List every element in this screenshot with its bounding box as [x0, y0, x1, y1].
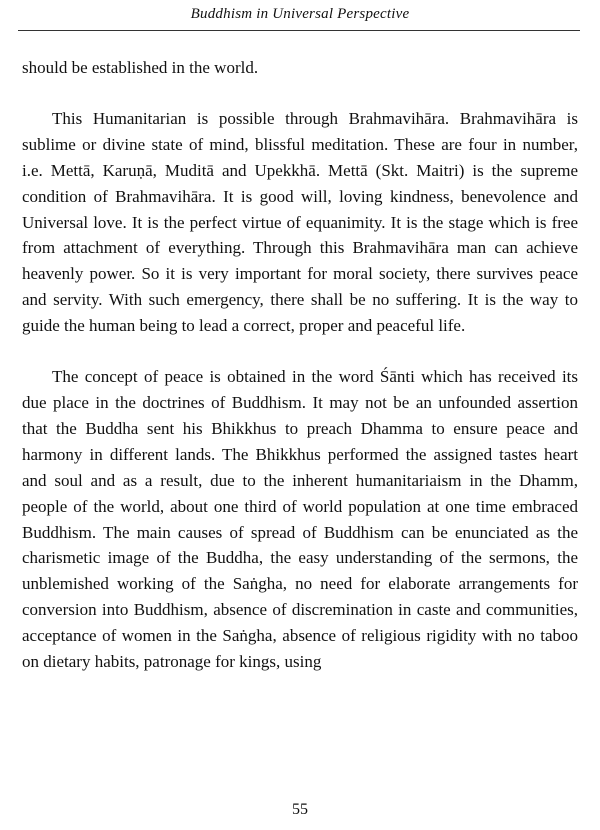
- paragraph-continued: should be established in the world.: [22, 58, 259, 77]
- header-rule: [18, 30, 580, 31]
- body-text: [22, 55, 578, 700]
- paragraph-santi: The concept of peace is obtained in the word Śānti which has received its due place in the doctrines of Buddhism. It may not be an unfounded assertion that the Buddha sent his Bhikkhus to preach Dhamma to ensure peace and harmony in different lands. The Bhikkhus performed the assigned tastes heart and soul and as a result, due to the inherent humanitariaism in the Dhamm, people of the world, about one third of world population at one time embraced Buddhism. The main causes of spread of Buddhism can be enunciated as the charismetic image of the Buddha, the easy understanding of the sermons, the unblemished working of the Saṅgha, no need for elaborate arrangements for conversion into Buddhism, absence of discremination in caste and communities, acceptance of women in the Saṅgha, absence of religious rigidity with no taboo on dietary habits, patronage for kings, using: [22, 367, 578, 672]
- running-header: Buddhism in Universal Perspective: [190, 6, 410, 22]
- paragraph-brahmavihara: This Humanitarian is possible through Brahmavihāra. Brahmavihāra is sublime or divine state of mind, blissful meditation. These are four in number, i.e. Mettā, Karuṇā, Muditā and Upekkhā. Mettā (Skt. Maitri) is the supreme condition of Brahmavihāra. It is good will, loving kindness, benevolence and Universal love. It is the perfect virtue of equanimity. It is the stage which is free from attachment of everything. Through this Brahmavihāra man can achieve heavenly power. So it is very important for moral society, there survives peace and servity. With such emergency, there shall be no suffering. It is the way to guide the human being to lead a correct, proper and peaceful life.: [22, 108, 578, 336]
- page-number: 55: [292, 801, 308, 818]
